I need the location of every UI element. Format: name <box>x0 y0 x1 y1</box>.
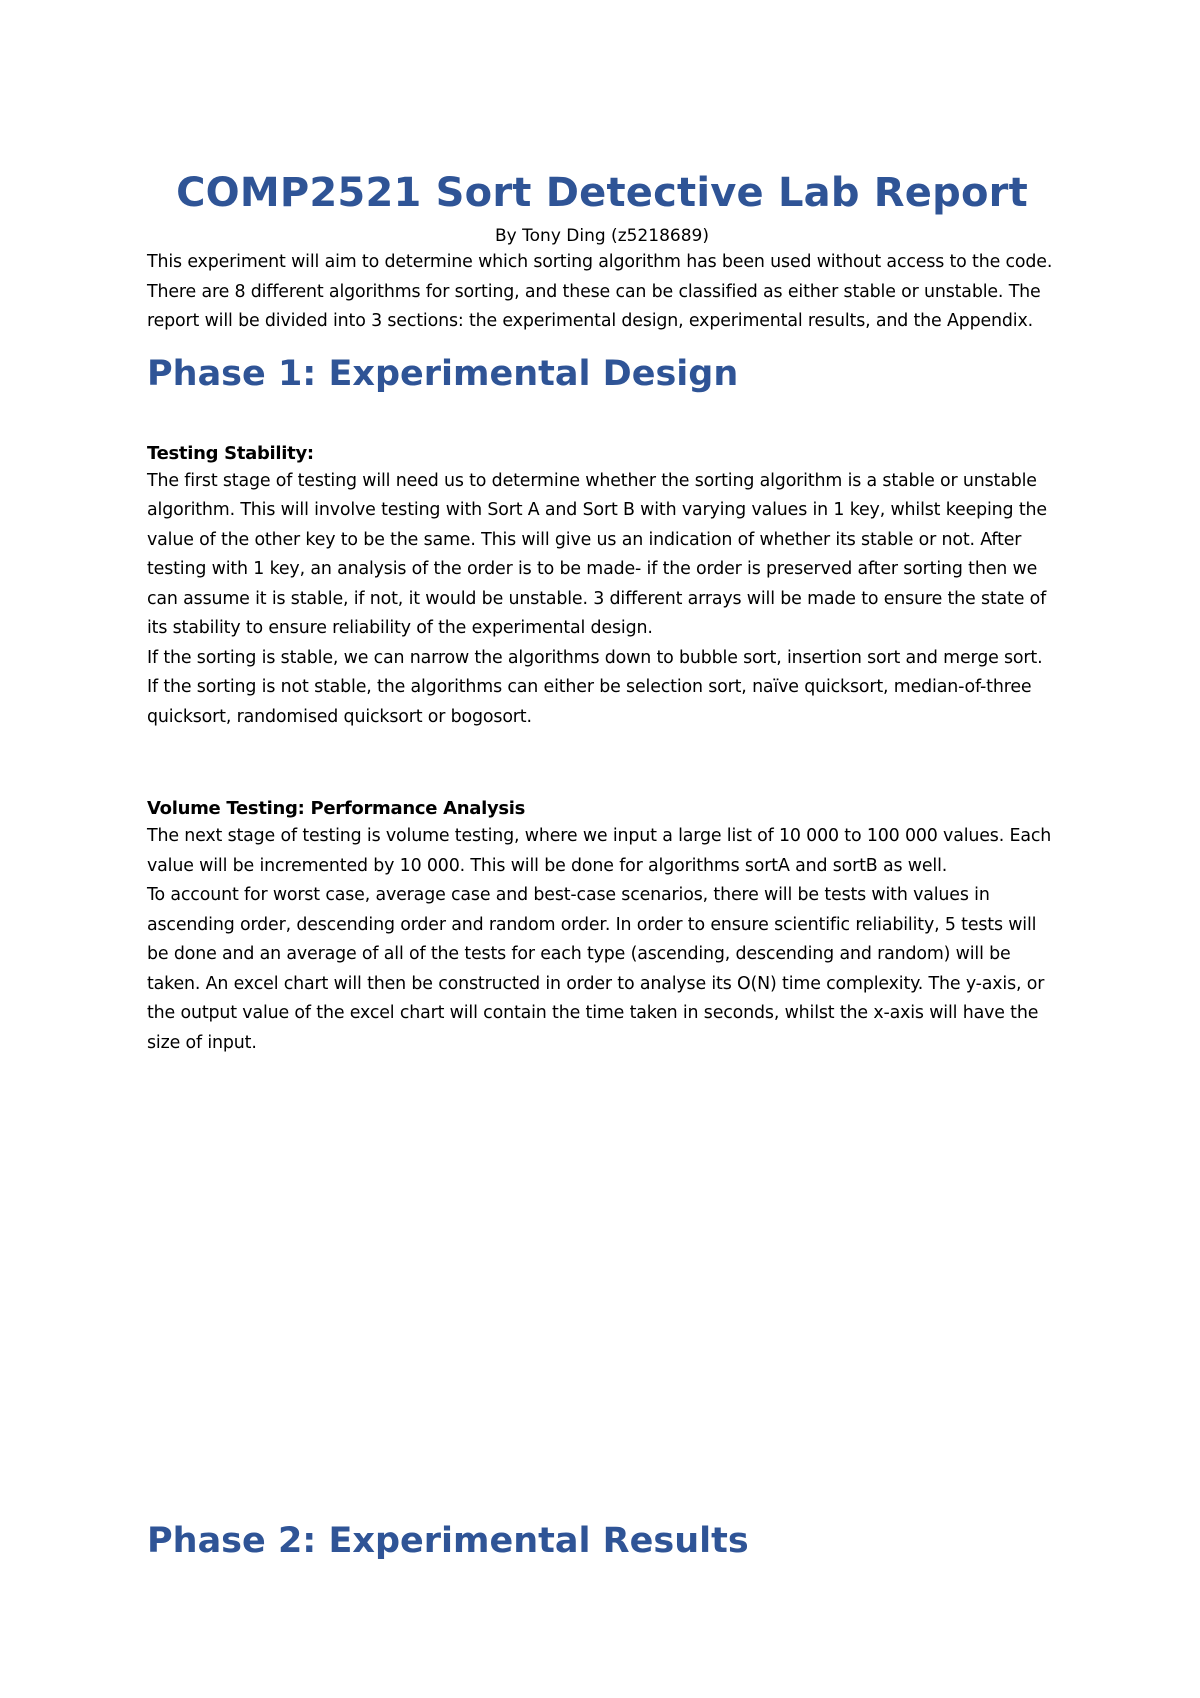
document-title: COMP2521 Sort Detective Lab Report <box>176 170 1028 216</box>
document-content <box>147 166 1057 1058</box>
phase1-heading: Phase 1: Experimental Design <box>147 353 739 394</box>
author-line: By Tony Ding (z5218689) <box>495 226 709 246</box>
volume-paragraph-1: The next stage of testing is volume testing, where we input a large list of 10 000 to 100 000 values. Each value will be incremented by 10 000. This will be done for algorithms sortA and sortB as well. <box>147 826 1052 876</box>
volume-testing-heading: Volume Testing: Performance Analysis <box>147 798 526 819</box>
stability-heading: Testing Stability: <box>147 442 314 464</box>
stability-paragraph-1: The first stage of testing will need us to determine whether the sorting algorithm is a stable or unstable algorithm. This will involve testing with Sort A and Sort B with varying values in 1 key, whilst keeping the value of the other key to be the same. This will give us an indication of whether its stable or not. After testing with 1 key, an analysis of the order is to be made- if the order is preserved after sorting then we can assume it is stable, if not, it would be unstable. 3 different arrays will be made to ensure the state of its stability to ensure reliability of the experimental design. <box>147 470 1047 638</box>
stability-paragraph-2: If the sorting is stable, we can narrow the algorithms down to bubble sort, insertion sort and merge sort. If the sorting is not stable, the algorithms can either be selection sort, naïve quicksort, median-of-three quicksort, randomised quicksort or bogosort. <box>147 647 1043 727</box>
intro-paragraph: This experiment will aim to determine which sorting algorithm has been used without access to the code. There are 8 different algorithms for sorting, and these can be classified as either stable or unstable. The report will be divided into 3 sections: the experimental design, experimental results, and the Appendix. <box>147 252 1053 331</box>
phase2-heading: Phase 2: Experimental Results <box>147 1521 749 1561</box>
volume-paragraph-2: To account for worst case, average case and best-case scenarios, there will be tests with values in ascending order, descending order and random order. In order to ensure scientific reliability, 5 tests will be done and an average of all of the tests for each type (ascending, descending and random) will be taken. An excel chart will then be constructed in order to analyse its O(N) time complexity. The y-axis, or the output value of the excel chart will contain the time taken in seconds, whilst the x-axis will have the size of input. <box>147 885 1045 1053</box>
